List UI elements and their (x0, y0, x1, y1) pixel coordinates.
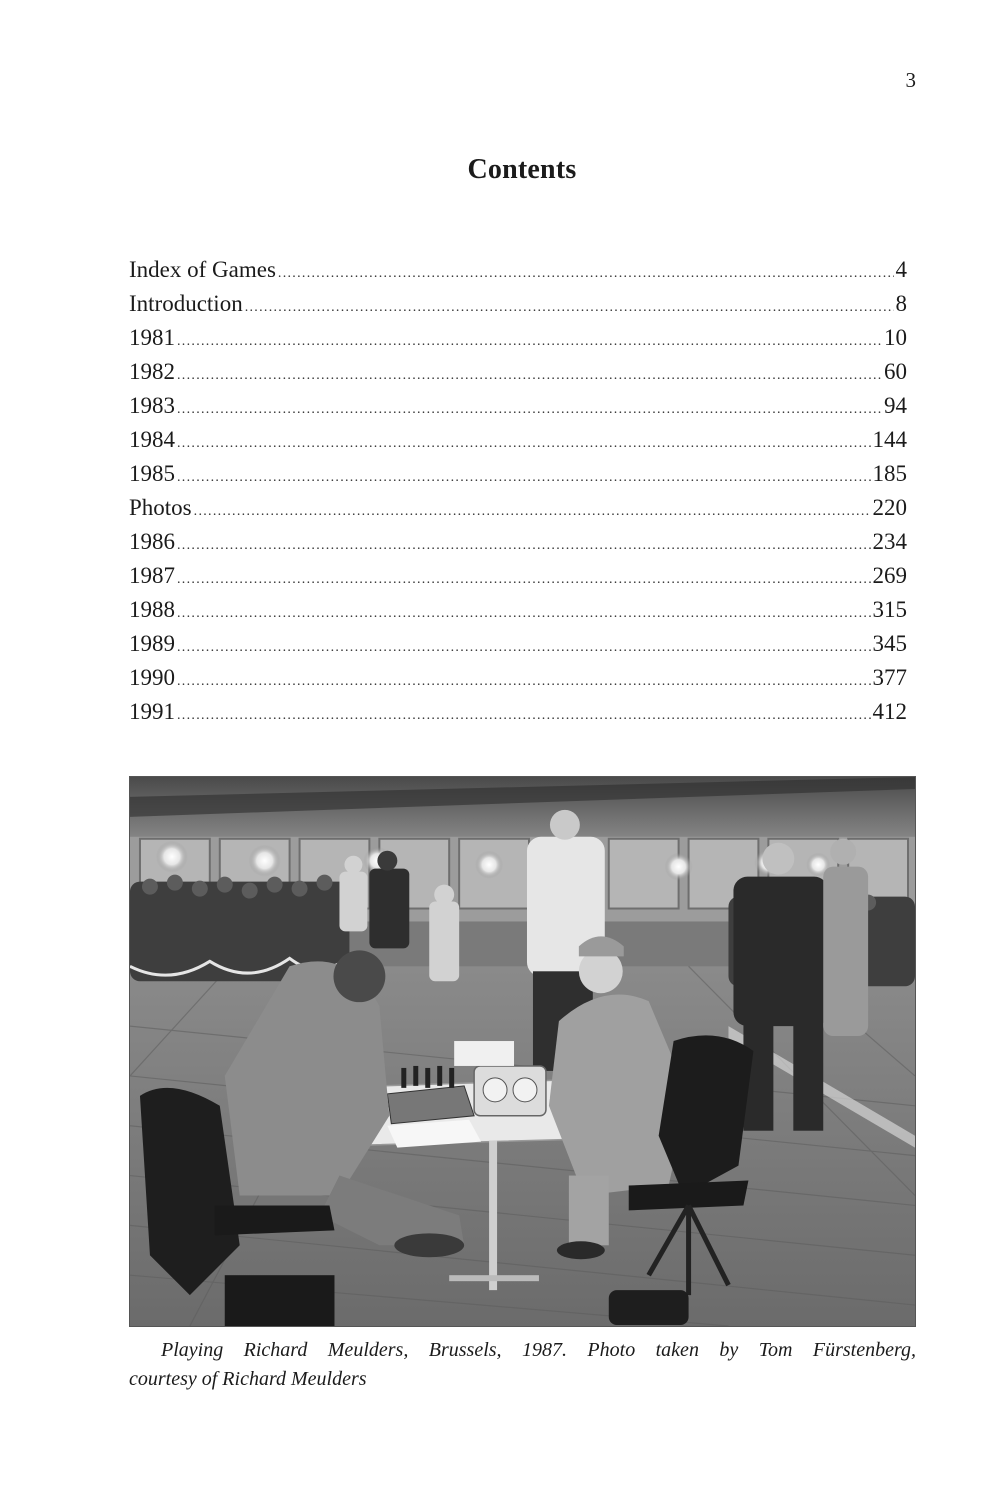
toc-entry[interactable] (129, 525, 907, 559)
toc-dot-leader (177, 325, 882, 359)
chess-game-photo (129, 776, 916, 1327)
toc-dot-leader (177, 393, 882, 427)
toc-entry-label: Photos (129, 495, 192, 520)
toc-entry-page: 60 (884, 359, 907, 384)
toc-dot-leader (245, 291, 894, 325)
toc-entry-page: 412 (872, 699, 907, 724)
toc-entry-page: 4 (895, 257, 907, 282)
toc-dot-leader (177, 461, 871, 495)
toc-dot-leader (177, 427, 871, 461)
toc-entry-page: 10 (884, 325, 907, 350)
chess-game-photo-illustration (130, 777, 915, 1326)
toc-entry-page: 315 (872, 597, 907, 622)
table-of-contents (129, 253, 907, 729)
toc-dot-leader (194, 495, 871, 529)
toc-dot-leader (177, 359, 882, 393)
toc-entry-page: 269 (872, 563, 907, 588)
toc-entry[interactable] (129, 559, 907, 593)
toc-entry[interactable] (129, 661, 907, 695)
toc-entry[interactable] (129, 695, 907, 729)
toc-entry-label: 1987 (129, 563, 175, 588)
photo-caption-line-2: courtesy of Richard Meulders (129, 1368, 367, 1390)
toc-entry-label: 1984 (129, 427, 175, 452)
photo-caption-line-1: Playing Richard Meulders, Brussels, 1987. Photo taken by Tom Fürstenberg, (161, 1339, 916, 1361)
photo-caption (129, 1336, 916, 1394)
toc-entry-page: 345 (872, 631, 907, 656)
toc-dot-leader (177, 631, 871, 665)
toc-dot-leader (177, 529, 871, 563)
toc-entry[interactable] (129, 423, 907, 457)
toc-entry-page: 220 (872, 495, 907, 520)
toc-dot-leader (177, 597, 871, 631)
toc-entry[interactable] (129, 627, 907, 661)
toc-dot-leader (177, 665, 871, 699)
toc-entry-label: 1982 (129, 359, 175, 384)
toc-entry-label: 1981 (129, 325, 175, 350)
toc-entry[interactable] (129, 457, 907, 491)
page-title: Contents (467, 154, 577, 185)
toc-entry[interactable] (129, 321, 907, 355)
toc-entry-page: 377 (872, 665, 907, 690)
toc-entry[interactable] (129, 593, 907, 627)
toc-entry[interactable] (129, 389, 907, 423)
toc-entry[interactable] (129, 355, 907, 389)
toc-entry[interactable] (129, 287, 907, 321)
toc-entry[interactable] (129, 491, 907, 525)
toc-entry-label: 1991 (129, 699, 175, 724)
toc-entry-page: 94 (884, 393, 907, 418)
page-number: 3 (905, 68, 916, 92)
toc-entry-label: 1989 (129, 631, 175, 656)
toc-entry-label: 1983 (129, 393, 175, 418)
toc-entry-label: 1990 (129, 665, 175, 690)
toc-entry-label: Introduction (129, 291, 243, 316)
toc-entry-label: 1986 (129, 529, 175, 554)
toc-entry-page: 8 (895, 291, 907, 316)
toc-entry-label: 1985 (129, 461, 175, 486)
toc-dot-leader (177, 563, 871, 597)
toc-entry-page: 185 (872, 461, 907, 486)
toc-entry-page: 144 (872, 427, 907, 452)
toc-dot-leader (177, 699, 871, 733)
toc-entry-page: 234 (872, 529, 907, 554)
toc-entry[interactable] (129, 253, 907, 287)
toc-entry-label: 1988 (129, 597, 175, 622)
toc-entry-label: Index of Games (129, 257, 276, 282)
toc-dot-leader (278, 257, 894, 291)
